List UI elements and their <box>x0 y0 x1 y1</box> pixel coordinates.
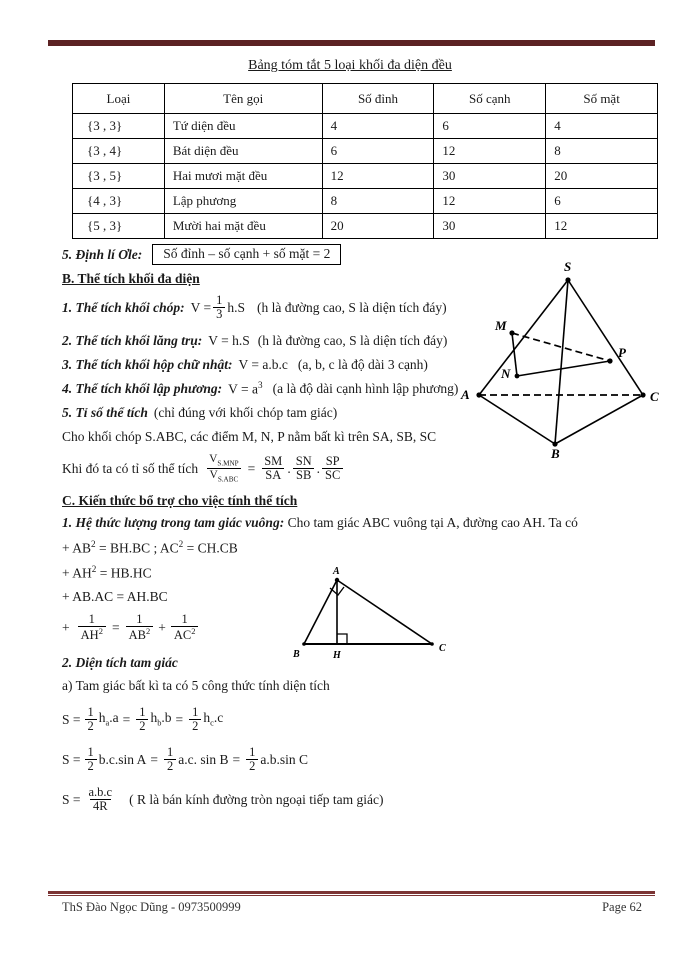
fraction-numerator: SP <box>325 453 340 468</box>
fraction-numerator: 1 <box>88 612 95 627</box>
term-ac-sinB: a.c. sin B <box>178 751 229 767</box>
dot-operator: . <box>316 460 321 476</box>
fraction-half <box>85 746 97 773</box>
footer-rule-thin <box>48 895 655 896</box>
fraction-numerator: 1 <box>87 704 94 719</box>
euler-formula-box: Số đỉnh – số cạnh + số mặt = 2 <box>152 244 341 265</box>
footer-rule <box>48 891 655 896</box>
cell-vertices: 12 <box>322 164 434 189</box>
cell-name: Tứ diện đều <box>164 114 322 139</box>
cell-type: {5 , 3} <box>73 214 165 239</box>
fraction-1-over-ac2 <box>171 613 199 642</box>
section-c-heading: C. Kiến thức bổ trợ cho việc tính thể tích <box>62 492 298 508</box>
euler-label: 5. Định lí Ơle: <box>62 246 143 262</box>
pyramid-solid-edges <box>479 280 643 444</box>
cell-type: {3 , 5} <box>73 164 165 189</box>
fraction-denominator: 2 <box>85 719 97 733</box>
formula-note: (h là đường cao, S là diện tích đáy) <box>257 299 447 315</box>
cell-edges: 30 <box>434 164 546 189</box>
label-B: B <box>551 446 560 461</box>
bullet-part-3: = CH.CB <box>183 540 238 556</box>
col-header-vertices: Số đỉnh <box>322 84 434 114</box>
formula-note: (a, b, c là độ dài 3 cạnh) <box>297 356 428 372</box>
table-row <box>73 214 658 239</box>
section-c-item2-label: 2. Diện tích tam giác <box>62 654 178 670</box>
pyramid-vertex-labels <box>460 259 659 461</box>
cell-faces: 6 <box>546 189 658 214</box>
page-title <box>0 58 700 74</box>
label-B: B <box>293 649 300 660</box>
fraction-numerator: 1 <box>136 612 143 627</box>
triangle-edges <box>304 580 432 644</box>
v-den-base: V <box>209 469 218 482</box>
h-base: h <box>98 709 106 725</box>
formula-label: 3. Thể tích khối hộp chữ nhật: <box>62 356 233 372</box>
bullet-exp-1: 2 <box>91 563 97 574</box>
fraction-denominator: 4R <box>90 799 111 813</box>
v-den-sub: S.ABC <box>217 475 239 484</box>
ratio-label-note: (chỉ đúng với khối chóp tam giác) <box>153 405 338 421</box>
col-header-edges: Số cạnh <box>434 84 546 114</box>
plus-sign: + <box>158 620 166 636</box>
cell-vertices: 6 <box>322 139 434 164</box>
formula-exponent: 3 <box>257 380 263 391</box>
fraction-denominator <box>207 468 242 484</box>
fraction-numerator: SN <box>295 453 312 468</box>
section-b-heading: B. Thể tích khối đa diện <box>62 270 200 286</box>
h-sub: a <box>105 718 110 728</box>
cell-name: Hai mươi mặt đều <box>164 164 322 189</box>
equals-sign: = <box>175 711 184 727</box>
fraction-sp-sc <box>322 455 343 482</box>
col-header-type: Loại <box>73 84 165 114</box>
label-C: C <box>439 643 446 654</box>
table-row <box>73 189 658 214</box>
area-formula-sines <box>62 746 652 773</box>
label-P: P <box>618 345 626 360</box>
equals-sign: = <box>247 460 256 476</box>
ratio-formula-row <box>62 453 652 484</box>
formula-label: 4. Thể tích khối lập phương: <box>62 381 223 396</box>
cell-faces: 20 <box>546 164 658 189</box>
fraction-numerator: 1 <box>181 612 188 627</box>
bullet-ab-ac-ah-bc: + AB.AC = AH.BC <box>62 588 168 604</box>
fraction-numerator <box>206 453 242 468</box>
cell-faces: 12 <box>546 214 658 239</box>
fraction-denominator: 2 <box>85 759 97 773</box>
cell-vertices: 8 <box>322 189 434 214</box>
bullet-part-2: = BH.BC ; AC <box>95 540 179 556</box>
fraction-denominator: SC <box>322 468 343 482</box>
s-equals: S = <box>62 792 81 808</box>
h-sub: c <box>210 718 214 728</box>
fraction-numerator: 1 <box>216 293 223 307</box>
table-row <box>73 164 658 189</box>
h-base: h <box>203 709 211 725</box>
table-row <box>73 114 658 139</box>
fraction-denominator: SB <box>293 468 314 482</box>
formula-note: ( R là bán kính đường tròn ngoại tiếp tam giác) <box>129 792 384 808</box>
term-bc-sinA: b.c.sin A <box>98 751 147 767</box>
fraction-numerator: 1 <box>87 744 94 759</box>
h-base: h <box>150 709 158 725</box>
cell-type: {3 , 3} <box>73 114 165 139</box>
cell-edges: 12 <box>434 189 546 214</box>
formula-prefix: V = <box>190 299 212 315</box>
label-H: H <box>333 650 341 661</box>
v-num-base: V <box>209 453 218 466</box>
formula-label: 2. Thể tích khối lăng trụ: <box>62 333 203 349</box>
fraction-denominator: 2 <box>189 719 201 733</box>
formula-note: (a là độ dài cạnh hình lập phương) <box>272 381 459 396</box>
bullet-exp-2: 2 <box>178 538 184 549</box>
h-tail: .b <box>161 709 172 725</box>
footer-rule-thick <box>48 891 655 894</box>
den-base: AB <box>128 628 146 643</box>
pyramid-svg <box>455 258 670 461</box>
cell-vertices: 20 <box>322 214 434 239</box>
plus-sign: + <box>62 620 70 636</box>
fraction-abc-over-4R <box>86 786 116 813</box>
area-formula-heights <box>62 706 652 733</box>
cell-faces: 8 <box>546 139 658 164</box>
equals-sign: = <box>122 711 131 727</box>
fraction-denominator <box>171 626 199 642</box>
term-ha <box>99 711 119 728</box>
fraction-sn-sb <box>293 455 315 482</box>
s-equals: S = <box>62 751 81 767</box>
cell-name: Lập phương <box>164 189 322 214</box>
fraction-denominator: 3 <box>213 307 225 321</box>
formula-expression: V = a.b.c <box>238 356 288 372</box>
right-angle-marker-H <box>337 634 347 644</box>
cell-edges: 12 <box>434 139 546 164</box>
fraction-one-third <box>213 294 225 321</box>
h-tail: .c <box>213 709 224 725</box>
label-M: M <box>495 318 507 333</box>
formula-expression-base <box>228 381 262 396</box>
equals-sign: = <box>111 620 120 636</box>
fraction-denominator: SA <box>262 468 284 482</box>
fraction-sm-sa <box>261 455 285 482</box>
col-header-faces: Số mặt <box>546 84 658 114</box>
fraction-half <box>85 706 97 733</box>
formula-label: 1. Thể tích khối chóp: <box>62 299 185 315</box>
den-exp: 2 <box>191 626 196 637</box>
label-A: A <box>461 387 470 402</box>
label-N: N <box>501 366 511 381</box>
ratio-label: 5. Tỉ số thể tích <box>62 405 148 421</box>
page-title-text: Bảng tóm tắt 5 loại khối đa diện đều <box>248 58 452 73</box>
term-ab-sinC: a.b.sin C <box>260 751 309 767</box>
fraction-numerator: a.b.c <box>88 785 113 800</box>
item1-label: 1. Hệ thức lượng trong tam giác vuông: <box>62 515 285 531</box>
den-exp: 2 <box>98 626 103 637</box>
right-triangle-diagram <box>292 562 457 667</box>
fraction-numerator: 1 <box>249 744 256 759</box>
label-C: C <box>650 389 659 404</box>
fraction-numerator: 1 <box>139 704 146 719</box>
formula-expression: V = h.S <box>208 333 250 349</box>
table-header-row <box>73 84 658 114</box>
cell-name: Bát diện đều <box>164 139 322 164</box>
cell-faces: 4 <box>546 114 658 139</box>
bullet-part-2: = HB.HC <box>96 565 152 581</box>
fraction-1-over-ah2 <box>78 613 106 642</box>
label-A: A <box>333 566 340 577</box>
cell-name: Mười hai mặt đều <box>164 214 322 239</box>
fraction-half <box>246 746 258 773</box>
formula-note: (h là đường cao, S là diện tích đáy) <box>257 333 448 349</box>
bullet-exp-1: 2 <box>91 538 96 549</box>
h-sub: b <box>157 718 162 728</box>
cell-type: {4 , 3} <box>73 189 165 214</box>
fraction-half <box>164 746 176 773</box>
den-base: AC <box>173 628 192 643</box>
bullet-part-1: + AB <box>62 540 91 556</box>
fraction-denominator: 2 <box>164 759 176 773</box>
den-base: AH <box>80 628 99 643</box>
cell-vertices: 4 <box>322 114 434 139</box>
fraction-denominator <box>126 626 154 642</box>
page-footer <box>62 900 642 915</box>
label-S: S <box>564 259 572 274</box>
fraction-denominator: 2 <box>136 719 148 733</box>
fraction-numerator: 1 <box>192 704 199 719</box>
s-equals: S = <box>62 711 81 727</box>
bullet-ab-ac-squared <box>62 540 652 555</box>
header-rule <box>48 40 655 46</box>
dot-operator: . <box>287 460 291 476</box>
fraction-volume-ratio <box>206 453 242 484</box>
equals-sign: = <box>150 751 159 767</box>
term-hc <box>203 711 223 728</box>
fraction-half <box>189 706 201 733</box>
formula-suffix: h.S <box>227 299 246 315</box>
fraction-denominator <box>78 626 106 642</box>
table-row <box>73 139 658 164</box>
section-c-item2a: a) Tam giác bất kì ta có 5 công thức tính diện tích <box>62 678 330 694</box>
footer-page-number: Page 62 <box>602 900 642 914</box>
ratio-line-2-prefix: Khi đó ta có tỉ số thể tích <box>62 460 199 476</box>
fraction-denominator: 2 <box>246 759 258 773</box>
section-c-item1-line <box>62 516 652 530</box>
item1-text: Cho tam giác ABC vuông tại A, đường cao AH. Ta có <box>287 515 578 531</box>
pyramid-diagram <box>455 258 670 461</box>
formula-base-text: V = a <box>228 381 258 397</box>
footer-author: ThS Đào Ngọc Dũng - 0973500999 <box>62 900 241 914</box>
bullet-part-1: + AH <box>62 565 92 581</box>
cell-edges: 6 <box>434 114 546 139</box>
cell-edges: 30 <box>434 214 546 239</box>
col-header-name: Tên gọi <box>164 84 322 114</box>
h-tail: .a <box>109 709 119 725</box>
ratio-line-1: Cho khối chóp S.ABC, các điểm M, N, P nằm bất kì trên SA, SB, SC <box>62 428 437 444</box>
triangle-svg <box>292 562 457 667</box>
v-num-sub: S.MNP <box>217 459 239 468</box>
equals-sign: = <box>232 751 241 767</box>
cell-type: {3 , 4} <box>73 139 165 164</box>
area-formula-circumradius <box>62 786 652 813</box>
den-exp: 2 <box>145 626 151 637</box>
triangle-vertex-labels <box>292 566 446 661</box>
fraction-numerator: 1 <box>167 744 174 759</box>
triangle-vertex-dots <box>302 578 434 646</box>
fraction-numerator: SM <box>264 453 283 468</box>
term-hb <box>150 711 171 728</box>
fraction-1-over-ab2 <box>126 613 154 642</box>
polyhedra-summary-table <box>72 83 658 239</box>
fraction-half <box>136 706 148 733</box>
